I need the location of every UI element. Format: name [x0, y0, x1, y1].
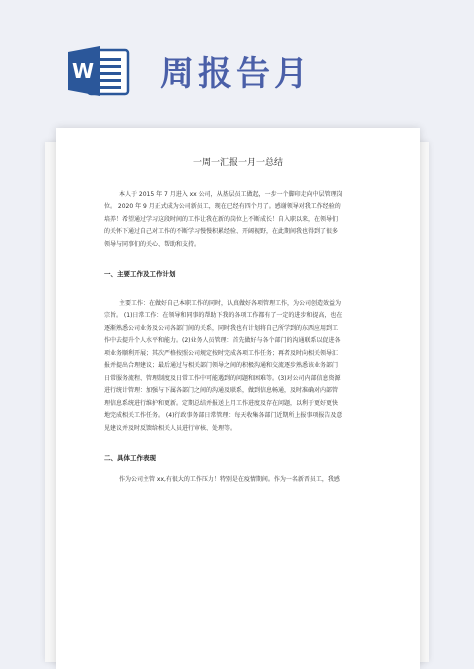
intro-line: 位。 2020 年 9 月正式成为公司新员工，现在已经有四个月了。感谢领导对我工作经验的: [104, 203, 341, 210]
section-heading: 一、主要工作及工作计划: [104, 270, 176, 278]
body-line: 地完成相关工作任务。 (4)行政事务部日常管理：每天收集各部门近期所上报事项报告及意: [104, 412, 343, 419]
body-line: 见建议并及时反馈给相关人员进行审核、处理等。: [104, 425, 237, 432]
intro-line: 本人于 2015 年 7 月进入 xx 公司，从基层员工做起，一步一个脚印走向中层管理岗: [119, 191, 343, 198]
header-banner: [0, 0, 474, 120]
body-line: 进行统计管理：加强与下属各部门之间的沟通及联系，做到信息畅通，及时准确对内部管: [104, 387, 339, 394]
intro-line: 培养！希望通过学习这段时间的工作让我在新的岗位上不断成长！自入职以来，在领导们: [104, 216, 339, 223]
document-page: [56, 128, 420, 669]
section-heading: 二、具体工作表现: [104, 454, 156, 462]
body-line: 作中去提升个人水平和能力。(2)业务人员管理：首先做好与各个部门的沟通联系以促进各: [104, 337, 341, 344]
body-line: 日常服务流程、管理制度及日常工作中可能遇到的问题和困难等。(3)对公司内部信息资源: [104, 375, 341, 382]
document-title: 一周一汇报一月一总结: [192, 158, 283, 168]
body-line: 理信息系统进行维护和更新。定期总结并报送上月工作进度及存在问题，以利于更好更快: [104, 400, 339, 407]
body-line: 作为公司主管 xx,有很大的工作压力！特别是在疫情期间。作为一名新晋员工，我感: [119, 476, 340, 483]
word-icon-letter: W: [71, 59, 95, 83]
word-document-icon: [66, 44, 132, 98]
intro-line: 的关怀下通过自己对工作的不断学习慢慢积累经验、开阔视野，在此期间我也得到了很多: [104, 228, 339, 235]
body-line: 宗旨。 (1)日常工作：在领导和同事的帮助下我的各项工作都有了一定的进步和提高，也在: [104, 312, 343, 319]
intro-line: 领导与同事们的关心、帮助和支持。: [104, 241, 201, 248]
body-line: 项业务顺利开展；其次严格按照公司规定按时完成各项工作任务；再者及时向相关领导汇: [104, 350, 339, 357]
body-line: 主要工作：在做好自己本职工作的同时，认真做好各项管理工作，为公司创造效益为: [119, 300, 342, 307]
page-title: 周报告月: [160, 54, 312, 94]
body-line: 报并提出合理建议；最后通过与相关部门领导之间的积极沟通和交流逐步熟悉该业务部门: [104, 362, 339, 369]
body-line: 逐渐熟悉公司业务及公司各部门间的关系，同时我也有计划将自己所学到的东西应用到工: [104, 325, 339, 332]
